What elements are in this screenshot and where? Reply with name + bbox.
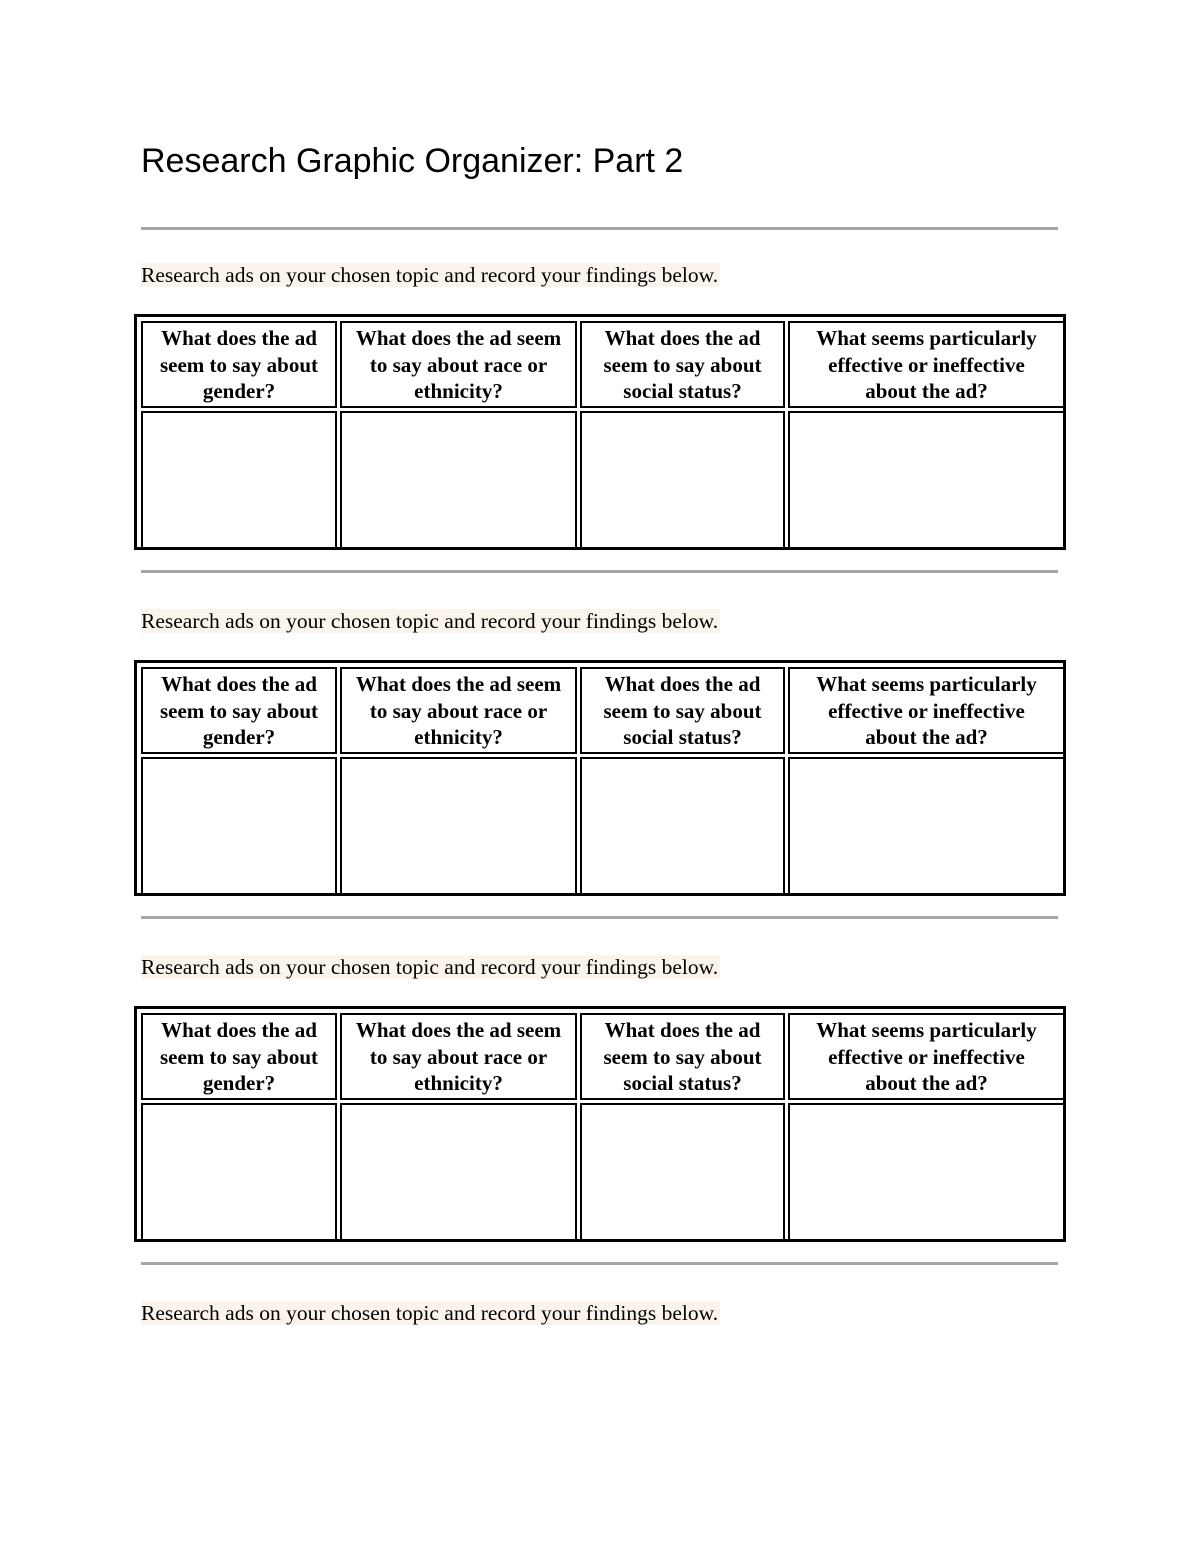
header-line: seem to say about	[603, 1044, 762, 1069]
header-line: seem to say about	[159, 352, 319, 377]
column-header-race	[340, 1013, 577, 1100]
header-line: effective or ineffective	[828, 1044, 1025, 1069]
header-line: What does the ad	[604, 326, 761, 350]
answer-cell-gender[interactable]	[141, 757, 337, 895]
horizontal-rule	[141, 1262, 1058, 1265]
table-header-row	[141, 321, 1065, 408]
answer-cell-race[interactable]	[340, 411, 577, 549]
answer-cell-social-status[interactable]	[580, 1103, 785, 1241]
header-line: effective or ineffective	[828, 698, 1025, 723]
header-line: ethnicity?	[414, 379, 503, 403]
header-line: to say about race or	[369, 698, 548, 723]
column-header-social-status	[580, 667, 785, 754]
header-line: What does the ad	[161, 1018, 317, 1042]
answer-cell-gender[interactable]	[141, 1103, 337, 1241]
instruction-label: Research ads on your chosen topic and record your findings below.	[141, 609, 719, 633]
table-header-row	[141, 1013, 1065, 1100]
header-line: seem to say about	[603, 698, 762, 723]
table-row	[141, 757, 1065, 895]
column-header-social-status	[580, 1013, 785, 1100]
header-line: effective or ineffective	[828, 352, 1025, 377]
organizer-table	[134, 660, 1066, 896]
header-line: to say about race or	[369, 352, 548, 377]
answer-cell-gender[interactable]	[141, 411, 337, 549]
header-line: What does the ad	[604, 1018, 761, 1042]
header-line: social status?	[623, 1071, 742, 1095]
horizontal-rule	[141, 570, 1058, 573]
header-line: What does the ad	[161, 326, 317, 350]
instruction-label: Research ads on your chosen topic and record your findings below.	[141, 955, 719, 979]
column-header-effectiveness	[788, 321, 1065, 408]
table-header-row	[141, 667, 1065, 754]
answer-cell-social-status[interactable]	[580, 757, 785, 895]
header-line: seem to say about	[159, 1044, 319, 1069]
header-line: about the ad?	[865, 379, 988, 403]
column-header-gender	[141, 321, 337, 408]
horizontal-rule	[141, 916, 1058, 919]
header-line: What does the ad seem	[355, 326, 562, 350]
header-line: ethnicity?	[414, 725, 503, 749]
answer-cell-race[interactable]	[340, 757, 577, 895]
header-line: gender?	[202, 725, 276, 749]
header-line: What does the ad seem	[355, 1018, 562, 1042]
column-header-race	[340, 667, 577, 754]
header-line: What seems particularly	[816, 326, 1037, 350]
header-line: seem to say about	[603, 352, 762, 377]
instruction-text	[141, 954, 720, 980]
instruction-label: Research ads on your chosen topic and record your findings below.	[141, 1301, 719, 1325]
answer-cell-effectiveness[interactable]	[788, 411, 1065, 549]
header-line: What does the ad	[604, 672, 761, 696]
instruction-text	[141, 608, 720, 634]
header-line: to say about race or	[369, 1044, 548, 1069]
answer-cell-social-status[interactable]	[580, 411, 785, 549]
horizontal-rule	[141, 227, 1058, 230]
answer-cell-race[interactable]	[340, 1103, 577, 1241]
instruction-label: Research ads on your chosen topic and record your findings below.	[141, 263, 719, 287]
column-header-social-status	[580, 321, 785, 408]
header-line: gender?	[202, 379, 276, 403]
header-line: about the ad?	[865, 1071, 988, 1095]
header-line: gender?	[202, 1071, 276, 1095]
header-line: What seems particularly	[816, 672, 1037, 696]
header-line: social status?	[623, 725, 742, 749]
organizer-table	[134, 314, 1066, 550]
column-header-effectiveness	[788, 667, 1065, 754]
answer-cell-effectiveness[interactable]	[788, 1103, 1065, 1241]
instruction-text	[141, 1300, 720, 1326]
column-header-gender	[141, 1013, 337, 1100]
column-header-effectiveness	[788, 1013, 1065, 1100]
organizer-table	[134, 1006, 1066, 1242]
answer-cell-effectiveness[interactable]	[788, 757, 1065, 895]
instruction-text	[141, 262, 720, 288]
header-line: What seems particularly	[816, 1018, 1037, 1042]
column-header-race	[340, 321, 577, 408]
table-row	[141, 1103, 1065, 1241]
header-line: about the ad?	[865, 725, 988, 749]
column-header-gender	[141, 667, 337, 754]
header-line: ethnicity?	[414, 1071, 503, 1095]
table-row	[141, 411, 1065, 549]
header-line: What does the ad seem	[355, 672, 562, 696]
page-title: Research Graphic Organizer: Part 2	[141, 142, 684, 180]
header-line: social status?	[623, 379, 742, 403]
header-line: seem to say about	[159, 698, 319, 723]
header-line: What does the ad	[161, 672, 317, 696]
